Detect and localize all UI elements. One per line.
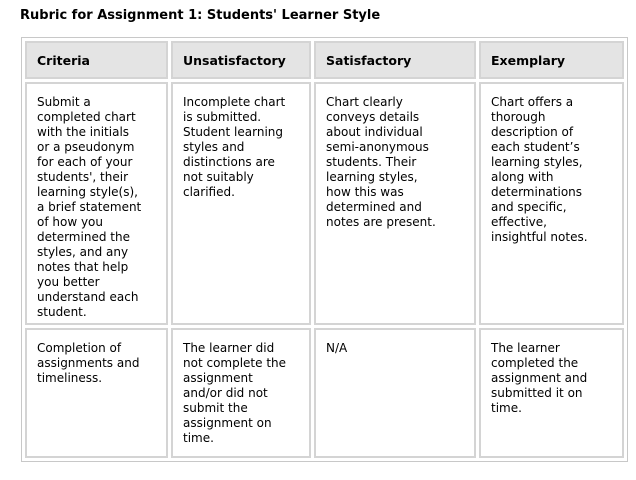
cell-text-line: timeliness.	[37, 371, 103, 385]
cell-text-line: notes are present.	[326, 215, 436, 229]
cell-satisfactory	[314, 82, 476, 325]
cell-satisfactory	[314, 328, 476, 458]
cell-text-line: styles and	[183, 140, 245, 154]
cell-text-line: with the initials	[37, 125, 130, 139]
cell-unsatisfactory	[171, 328, 311, 458]
cell-text-line: assignments and	[37, 356, 140, 370]
cell-text-line: Student learning	[183, 125, 284, 139]
cell-text-line: not suitably	[183, 170, 254, 184]
cell-text-line: not complete the	[183, 356, 287, 370]
cell-text-line: each student’s	[491, 140, 580, 154]
cell-text-line: submitted it on	[491, 386, 583, 400]
cell-text-line: of how you	[37, 215, 104, 229]
cell-text-line: you better	[37, 275, 100, 289]
cell-text-line: The learner	[491, 341, 560, 355]
cell-text-line: and specific,	[491, 200, 567, 214]
cell-text-line: student.	[37, 305, 87, 319]
cell-text-line: students. Their	[326, 155, 417, 169]
cell-text-line: conveys details	[326, 110, 420, 124]
cell-criteria	[25, 328, 168, 458]
cell-text-line: a brief statement	[37, 200, 142, 214]
cell-text-line: Incomplete chart	[183, 95, 286, 109]
cell-text-line: Submit a	[37, 95, 91, 109]
cell-text-line: time.	[183, 431, 214, 445]
cell-text-line: semi-anonymous	[326, 140, 429, 154]
cell-text-line: determined and	[326, 200, 422, 214]
cell-text-line: assignment and	[491, 371, 588, 385]
cell-text-line: learning style(s),	[37, 185, 138, 199]
cell-text-line: understand each	[37, 290, 139, 304]
cell-text-line: insightful notes.	[491, 230, 588, 244]
cell-text-line: assignment on	[183, 416, 272, 430]
cell-text-line: how this was	[326, 185, 404, 199]
cell-text-line: learning styles,	[491, 155, 583, 169]
cell-text-line: Completion of	[37, 341, 122, 355]
cell-text-line: thorough	[491, 110, 546, 124]
cell-text-line: notes that help	[37, 260, 129, 274]
cell-text-line: styles, and any	[37, 245, 129, 259]
cell-text-line: students', their	[37, 170, 129, 184]
cell-text-line: for each of your	[37, 155, 133, 169]
cell-text-line: along with	[491, 170, 554, 184]
cell-text-line: submit the	[183, 401, 248, 415]
cell-text-line: description of	[491, 125, 574, 139]
cell-criteria	[25, 82, 168, 325]
cell-text-line: time.	[491, 401, 522, 415]
rubric-title: Rubric for Assignment 1: Students' Learner Style	[20, 8, 381, 23]
cell-text-line: about individual	[326, 125, 423, 139]
cell-text-line: N/A	[326, 341, 348, 355]
cell-text-line: distinctions are	[183, 155, 275, 169]
cell-text-line: clarified.	[183, 185, 235, 199]
cell-text-line: The learner did	[183, 341, 275, 355]
header-row	[25, 41, 624, 79]
cell-text-line: assignment	[183, 371, 253, 385]
header-satisfactory: Satisfactory	[314, 41, 476, 79]
cell-text-line: determinations	[491, 185, 583, 199]
cell-text-line: effective,	[491, 215, 547, 229]
cell-text-line: completed chart	[37, 110, 136, 124]
cell-text-line: learning styles,	[326, 170, 418, 184]
table-row	[25, 82, 624, 325]
cell-text-line: Chart clearly	[326, 95, 403, 109]
cell-exemplary	[479, 82, 624, 325]
cell-text-line: is submitted.	[183, 110, 262, 124]
cell-text-line: determined the	[37, 230, 130, 244]
cell-exemplary	[479, 328, 624, 458]
header-criteria: Criteria	[25, 41, 168, 79]
cell-text-line: or a pseudonym	[37, 140, 135, 154]
cell-text-line: Chart offers a	[491, 95, 574, 109]
header-exemplary: Exemplary	[479, 41, 624, 79]
header-unsatisfactory: Unsatisfactory	[171, 41, 311, 79]
cell-text-line: completed the	[491, 356, 579, 370]
cell-unsatisfactory	[171, 82, 311, 325]
cell-text-line: and/or did not	[183, 386, 268, 400]
rubric-table	[21, 37, 628, 462]
table-row	[25, 328, 624, 458]
